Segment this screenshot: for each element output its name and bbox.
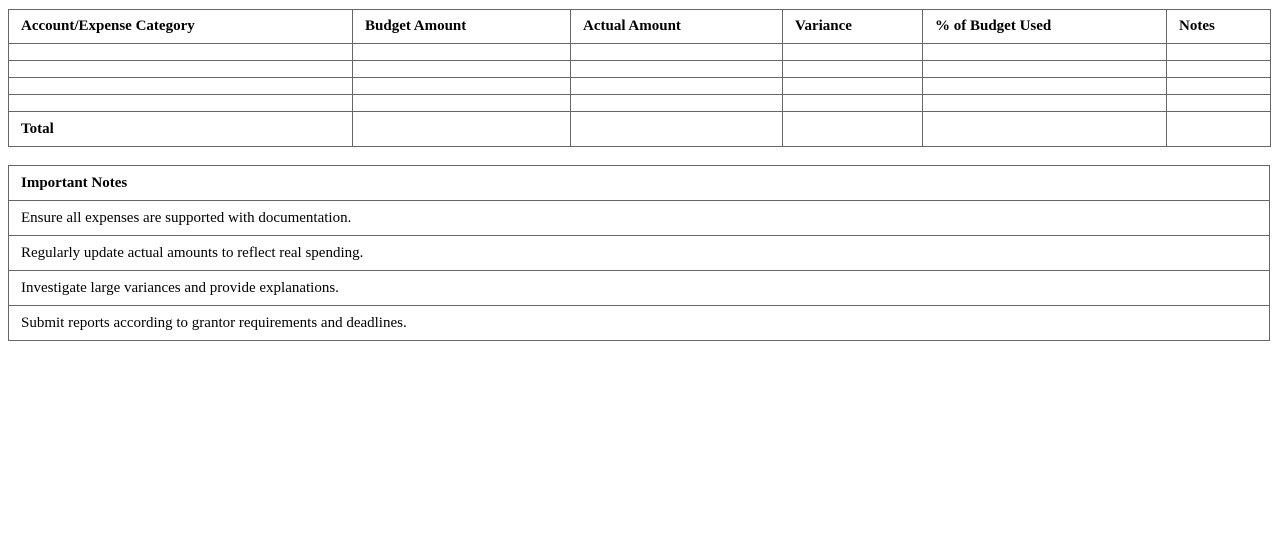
cell-variance[interactable] (783, 44, 923, 61)
notes-heading: Important Notes (9, 166, 1270, 201)
note-item: Submit reports according to grantor requirements and deadlines. (9, 306, 1270, 341)
header-row (9, 10, 1271, 44)
cell-actual-amount[interactable] (571, 44, 783, 61)
important-notes-table (8, 165, 1270, 341)
note-item: Investigate large variances and provide explanations. (9, 271, 1270, 306)
budget-table (8, 9, 1271, 147)
total-budget-amount[interactable] (353, 112, 571, 147)
cell-percent-used[interactable] (923, 44, 1167, 61)
cell-actual-amount[interactable] (571, 61, 783, 78)
cell-actual-amount[interactable] (571, 95, 783, 112)
cell-category[interactable] (9, 44, 353, 61)
note-row (9, 271, 1270, 306)
cell-budget-amount[interactable] (353, 78, 571, 95)
cell-percent-used[interactable] (923, 95, 1167, 112)
table-row (9, 44, 1271, 61)
cell-category[interactable] (9, 78, 353, 95)
cell-percent-used[interactable] (923, 61, 1167, 78)
header-variance: Variance (783, 10, 923, 44)
total-label: Total (9, 112, 353, 147)
note-row (9, 236, 1270, 271)
cell-variance[interactable] (783, 61, 923, 78)
total-notes[interactable] (1167, 112, 1271, 147)
cell-percent-used[interactable] (923, 78, 1167, 95)
cell-budget-amount[interactable] (353, 95, 571, 112)
cell-actual-amount[interactable] (571, 78, 783, 95)
header-actual-amount: Actual Amount (571, 10, 783, 44)
total-percent-used[interactable] (923, 112, 1167, 147)
note-row (9, 306, 1270, 341)
table-row (9, 78, 1271, 95)
cell-notes[interactable] (1167, 95, 1271, 112)
total-variance[interactable] (783, 112, 923, 147)
cell-budget-amount[interactable] (353, 44, 571, 61)
notes-header-row (9, 166, 1270, 201)
total-actual-amount[interactable] (571, 112, 783, 147)
cell-notes[interactable] (1167, 78, 1271, 95)
note-item: Ensure all expenses are supported with documentation. (9, 201, 1270, 236)
total-row (9, 112, 1271, 147)
cell-variance[interactable] (783, 78, 923, 95)
note-row (9, 201, 1270, 236)
header-budget-amount: Budget Amount (353, 10, 571, 44)
cell-category[interactable] (9, 61, 353, 78)
table-row (9, 61, 1271, 78)
cell-budget-amount[interactable] (353, 61, 571, 78)
header-percent-used: % of Budget Used (923, 10, 1167, 44)
cell-variance[interactable] (783, 95, 923, 112)
note-item: Regularly update actual amounts to reflect real spending. (9, 236, 1270, 271)
header-notes: Notes (1167, 10, 1271, 44)
cell-notes[interactable] (1167, 61, 1271, 78)
cell-category[interactable] (9, 95, 353, 112)
table-row (9, 95, 1271, 112)
cell-notes[interactable] (1167, 44, 1271, 61)
header-category: Account/Expense Category (9, 10, 353, 44)
